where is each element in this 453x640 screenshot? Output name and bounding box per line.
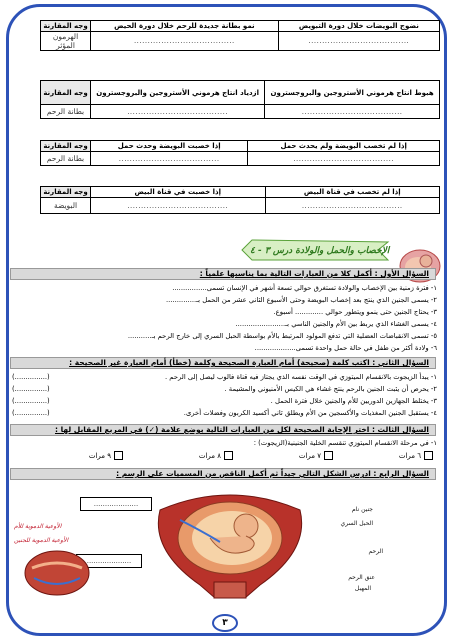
table2-blank-2[interactable]: ..................................... bbox=[265, 105, 440, 119]
q3-option-4[interactable] bbox=[89, 451, 123, 460]
q1-item-6: ٦- ولادة أكثر من طفل في حالة حمل واحدة تسمى................... bbox=[254, 344, 437, 352]
q3-item-1: ١- في مرحلة الانقسام الميتوزي تنقسم الخلية الجنينية(الزيجوت) : bbox=[253, 439, 437, 447]
q3-option-2-checkbox[interactable] bbox=[324, 451, 333, 460]
label-uterus: الرحم bbox=[368, 548, 383, 555]
q2-item-3: ٣- يختلط الجهازين الدوريين للأم والجنين خلال فترة الحمل . bbox=[270, 397, 437, 405]
q1-item-1: ١- فترة زمنية بين الإخصاب والولادة تستغرق حوالي تسعة أشهر في الإنسان تسمى................ bbox=[172, 284, 437, 292]
q3-option-3-label: ٨ مرات bbox=[198, 451, 221, 460]
comparison-table-3 bbox=[40, 140, 440, 166]
q3-option-1-label: ٦ مرات bbox=[398, 451, 421, 460]
q3-option-4-checkbox[interactable] bbox=[114, 451, 123, 460]
table1-col3: نضوج البويضات خلال دورة التبويض bbox=[278, 21, 439, 32]
q2-item-2: ٢- يحرص أن يثبت الجنين بالرحم ينتج غشاء هي الكيس الأمنيوني والمشيمة . bbox=[224, 385, 437, 393]
table1-col2: نمو بطانة جديدة للرحم خلال دورة الحيض bbox=[91, 21, 279, 32]
uterus-fetus-diagram bbox=[150, 490, 310, 600]
table2-col2: ازدياد انتاج هرموني الأستروجين والبروجسترون bbox=[91, 81, 265, 105]
table2-row-label: بطانة الرحم bbox=[41, 105, 91, 119]
label-developing-fetus: جنين نام bbox=[351, 506, 373, 513]
q1-item-3: ٣- يحتاج الجنين حتى ينمو ويتطور حوالي ............. أسبوع. bbox=[273, 308, 437, 316]
table1-blank-1[interactable]: ..................................... bbox=[91, 32, 279, 51]
q3-option-1-checkbox[interactable] bbox=[424, 451, 433, 460]
q3-option-1[interactable] bbox=[399, 451, 433, 460]
question-3-title: السؤال الثالث : اختر الإجابة الصحيحة لكل من العبارات التالية بوضع علامة (✓) في المربع المقابل لها : bbox=[54, 425, 429, 434]
q3-option-3[interactable] bbox=[199, 451, 233, 460]
q3-option-3-checkbox[interactable] bbox=[224, 451, 233, 460]
label-cervix: عنق الرحم bbox=[348, 574, 375, 581]
table1-col1: وجه المقارنة bbox=[41, 21, 91, 32]
table1-blank-2[interactable]: ..................................... bbox=[278, 32, 439, 51]
q2-blank-2[interactable]: (...............) bbox=[12, 385, 50, 393]
table2-col3: هبوط انتاج هرموني الأستروجين والبروجسترون bbox=[265, 81, 440, 105]
table3-col2: إذا خصبت البويضة وحدث حمل bbox=[91, 141, 248, 152]
q1-item-4: ٤- يسمى الغشاء الذي يربط بين الأم والجنين الناسي بـ....................... bbox=[235, 320, 437, 328]
table4-blank-2[interactable]: ..................................... bbox=[265, 198, 440, 214]
question-1-header bbox=[10, 268, 436, 280]
comparison-table-1 bbox=[40, 20, 440, 51]
diagram-answer-box-1[interactable]: .................... bbox=[80, 497, 152, 511]
table4-col3: إذا لم تخصب في قناة البيض bbox=[265, 187, 440, 198]
q3-option-2[interactable] bbox=[299, 451, 333, 460]
diagram-answer-box-2[interactable]: .................... bbox=[76, 554, 142, 568]
q3-option-4-label: ٩ مرات bbox=[88, 451, 111, 460]
table4-row-label: البويضة bbox=[41, 198, 91, 214]
table4-col2: إذا خصبت في قناة البيض bbox=[91, 187, 266, 198]
comparison-table-2 bbox=[40, 80, 440, 119]
question-4-header bbox=[10, 468, 436, 480]
table3-col1: وجه المقارنة bbox=[41, 141, 91, 152]
page-number: ٣ bbox=[212, 614, 238, 632]
table1-row-label: الهرمون المؤثر bbox=[41, 32, 91, 51]
label-vagina: المهبل bbox=[354, 585, 371, 592]
q2-blank-3[interactable]: (...............) bbox=[12, 397, 50, 405]
q3-option-2-label: ٧ مرات bbox=[298, 451, 321, 460]
question-4-title: السؤال الرابع : ادرس الشكل التالي جيداً ثم أكمل الناقص من المسميات على الرسم : bbox=[116, 469, 429, 478]
lesson-banner-title: الإخصاب والحمل والولادة درس ٣ - ٤ bbox=[250, 246, 390, 256]
question-1-title: السؤال الأول : أكمل كلا من العبارات التالية بما يناسبها علمياً : bbox=[199, 269, 429, 278]
q2-blank-1[interactable]: (...............) bbox=[12, 373, 50, 381]
question-2-header bbox=[10, 357, 436, 369]
table3-col3: إذا لم تخصب البويضة ولم يحدث حمل bbox=[248, 141, 440, 152]
q2-item-4: ٤- يستقبل الجنين المغذيات والأكسجين من الأم ويطلق ثاني أكسيد الكربون وفضلات أخرى. bbox=[183, 409, 437, 417]
table3-row-label: بطانة الرحم bbox=[41, 152, 91, 166]
q1-item-2: ٢- يسمى الجنين الذي ينتج بعد إخصاب البويضة وحتى الأسبوع الثاني عشر من الحمل بـ.............. bbox=[165, 296, 437, 304]
table3-blank-2[interactable]: ..................................... bbox=[248, 152, 440, 166]
table4-blank-1[interactable]: ..................................... bbox=[91, 198, 266, 214]
label-umbilical-cord: الحبل السري bbox=[340, 520, 373, 527]
comparison-table-4 bbox=[40, 186, 440, 214]
table2-blank-1[interactable]: ..................................... bbox=[91, 105, 265, 119]
table2-col1: وجه المقارنة bbox=[41, 81, 91, 105]
q2-item-1: ١- يبدأ الزيجوت بالانقسام الميتوزي في الوقت نفسه الذي يجتاز فيه قناة فالوب ليصل إلى الرحم . bbox=[164, 373, 437, 381]
placenta-inset-diagram bbox=[22, 548, 92, 598]
fetus-illustration-icon bbox=[396, 246, 444, 286]
table4-col1: وجه المقارنة bbox=[41, 187, 91, 198]
table3-blank-1[interactable]: ..................................... bbox=[91, 152, 248, 166]
q1-item-5: ٥- تسمى الانقباضات العضلية التي تدفع المولود المرتبط بالأم بواسطة الحبل السري إلى خارج الرحم بـ........... bbox=[127, 332, 437, 340]
question-2-title: السؤال الثاني : اكتب كلمة (صحيحة) أمام العبارة الصحيحة وكلمة (خطأ) أمام العبارة غير الصحيحة : bbox=[69, 358, 429, 367]
note-fetus-blood-vessels: الأوعية الدموية للجنين bbox=[14, 537, 69, 544]
note-mother-blood-vessels: الأوعية الدموية للأم bbox=[14, 523, 62, 530]
question-3-header bbox=[10, 424, 436, 436]
q2-blank-4[interactable]: (...............) bbox=[12, 409, 50, 417]
